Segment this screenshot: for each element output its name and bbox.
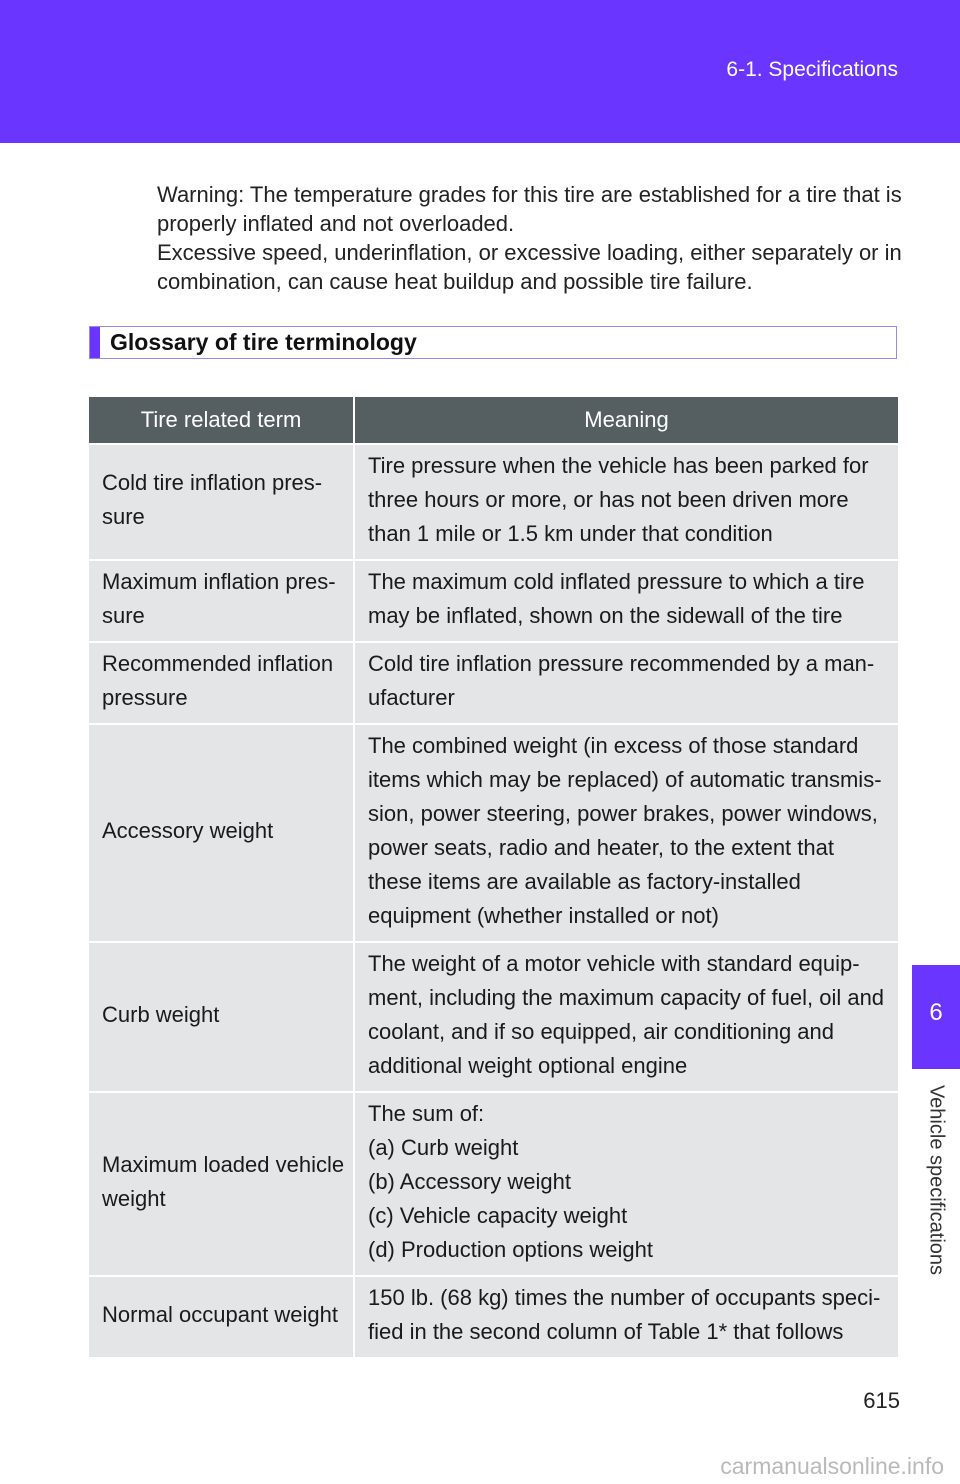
section-title: 6-1. Specifications	[726, 58, 898, 81]
meaning-cell: The combined weight (in excess of those standard items which may be replaced) of automatic transmis- sion, power steering, power brakes, power windows, power seats, radio and heater, to the extent that these items are available as factory-installed equipment (whether installed or not)	[354, 724, 898, 942]
table-row	[89, 942, 898, 1092]
table-row	[89, 444, 898, 560]
warning-paragraph: Excessive speed, underinflation, or excessive loading, either separately or in combination, can cause heat buildup and possible tire failure.	[157, 240, 902, 294]
meaning-cell: The weight of a motor vehicle with standard equip- ment, including the maximum capacity of fuel, oil and coolant, and if so equipped, air conditioning and additional weight optional engine	[354, 942, 898, 1092]
glossary-heading	[89, 326, 897, 359]
meaning-cell: The maximum cold inflated pressure to which a tire may be inflated, shown on the sidewall of the tire	[354, 560, 898, 642]
term-cell: Recommended inflation pressure	[89, 642, 354, 724]
table-row	[89, 1276, 898, 1357]
term-cell: Curb weight	[89, 942, 354, 1092]
watermark: carmanualsonline.info	[720, 1453, 944, 1479]
glossary-table	[89, 397, 898, 1357]
warning-text	[157, 180, 902, 296]
meaning-cell: Cold tire inflation pressure recommended by a man- ufacturer	[354, 642, 898, 724]
chapter-label: Vehicle specifications	[925, 1084, 948, 1276]
table-row	[89, 560, 898, 642]
term-cell: Normal occupant weight	[89, 1276, 354, 1357]
chapter-tab[interactable]	[912, 965, 960, 1069]
table-row	[89, 642, 898, 724]
meaning-cell: Tire pressure when the vehicle has been parked for three hours or more, or has not been driven more than 1 mile or 1.5 km under that condition	[354, 444, 898, 560]
meaning-cell: The sum of: (a) Curb weight (b) Accessory weight (c) Vehicle capacity weight (d) Production options weight	[354, 1092, 898, 1276]
meaning-cell: 150 lb. (68 kg) times the number of occupants speci- fied in the second column of Table 1* that follows	[354, 1276, 898, 1357]
column-header-term: Tire related term	[89, 397, 354, 444]
term-cell: Cold tire inflation pres- sure	[89, 444, 354, 560]
table-row	[89, 1092, 898, 1276]
header-bar	[0, 0, 960, 143]
term-cell: Maximum loaded vehicle weight	[89, 1092, 354, 1276]
table-header-row	[89, 397, 898, 444]
term-cell: Maximum inflation pres- sure	[89, 560, 354, 642]
chapter-number: 6	[929, 999, 943, 1026]
warning-paragraph: Warning: The temperature grades for this tire are established for a tire that is properly inflated and not overloaded.	[157, 182, 902, 236]
heading-accent-bar	[90, 327, 100, 358]
page-number: 615	[863, 1388, 900, 1413]
term-cell: Accessory weight	[89, 724, 354, 942]
table-row	[89, 724, 898, 942]
column-header-meaning: Meaning	[354, 397, 898, 444]
glossary-heading-text: Glossary of tire terminology	[110, 329, 417, 355]
